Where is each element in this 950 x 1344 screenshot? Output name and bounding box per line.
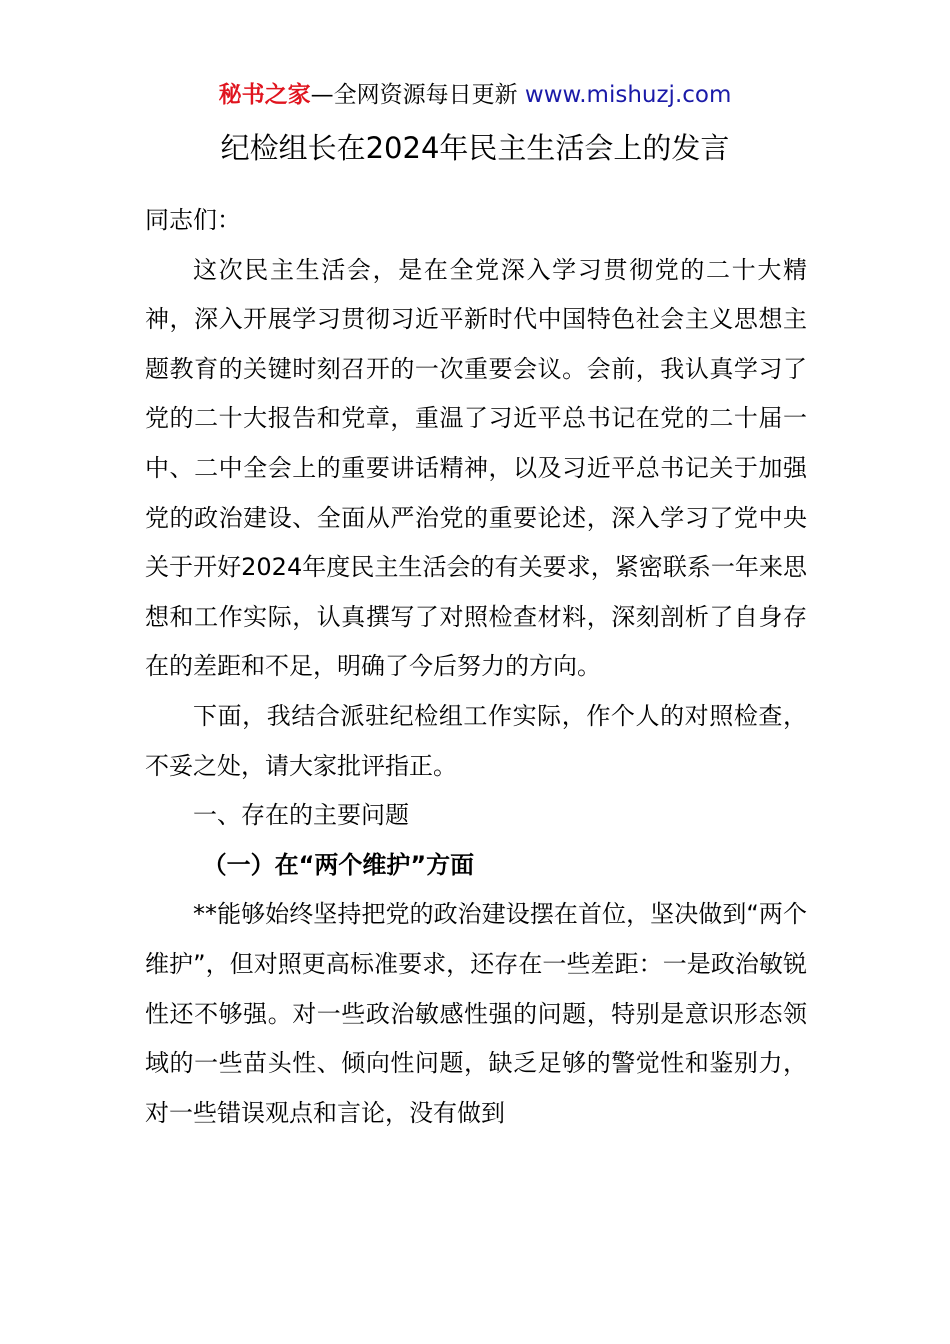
section-heading: 一、存在的主要问题 bbox=[193, 801, 409, 830]
site-banner bbox=[0, 78, 950, 112]
paragraph-intro: 这次民主生活会，是在全党深入学习贯彻党的二十大精神，深入开展学习贯彻习近平新时代中国特色社会主义思想主题教育的关键时刻召开的一次重要会议。会前，我认真学习了党的二十大报告和党章，重温了习近平总书记在党的二十届一中、二中全会上的重要讲话精神，以及习近平总书记关于加强党的政治建设、全面从严治党的重要论述，深入学习了党中央关于开好2024年度民主生活会的有关要求，紧密联系一年来思想和工作实际，认真撰写了对照检查材料，深刻剖析了自身存在的差距和不足，明确了今后努力的方向。 bbox=[145, 255, 807, 681]
document-title: 纪检组长在2024年民主生活会上的发言 bbox=[220, 131, 730, 165]
banner-slogan: —全网资源每日更新 bbox=[310, 82, 518, 108]
banner-site-link[interactable]: www.mishuzj.com bbox=[524, 82, 732, 108]
banner-brand: 秘书之家 bbox=[218, 82, 311, 108]
paragraph-purpose: 下面，我结合派驻纪检组工作实际，作个人的对照检查，不妥之处，请大家批评指正。 bbox=[145, 701, 807, 780]
salutation: 同志们： bbox=[145, 206, 241, 234]
paragraph-issues: **能够始终坚持把党的政治建设摆在首位，坚决做到“两个维护”，但对照更高标准要求，还存在一些差距：一是政治敏锐性还不够强。对一些政治敏感性强的问题，特别是意识形态领域的一些苗头性、倾向性问题，缺乏足够的警觉性和鉴别力，对一些错误观点和言论，没有做到 bbox=[145, 900, 807, 1127]
subsection-heading: （一）在“两个维护”方面 bbox=[202, 850, 475, 879]
document-body bbox=[145, 196, 807, 1138]
